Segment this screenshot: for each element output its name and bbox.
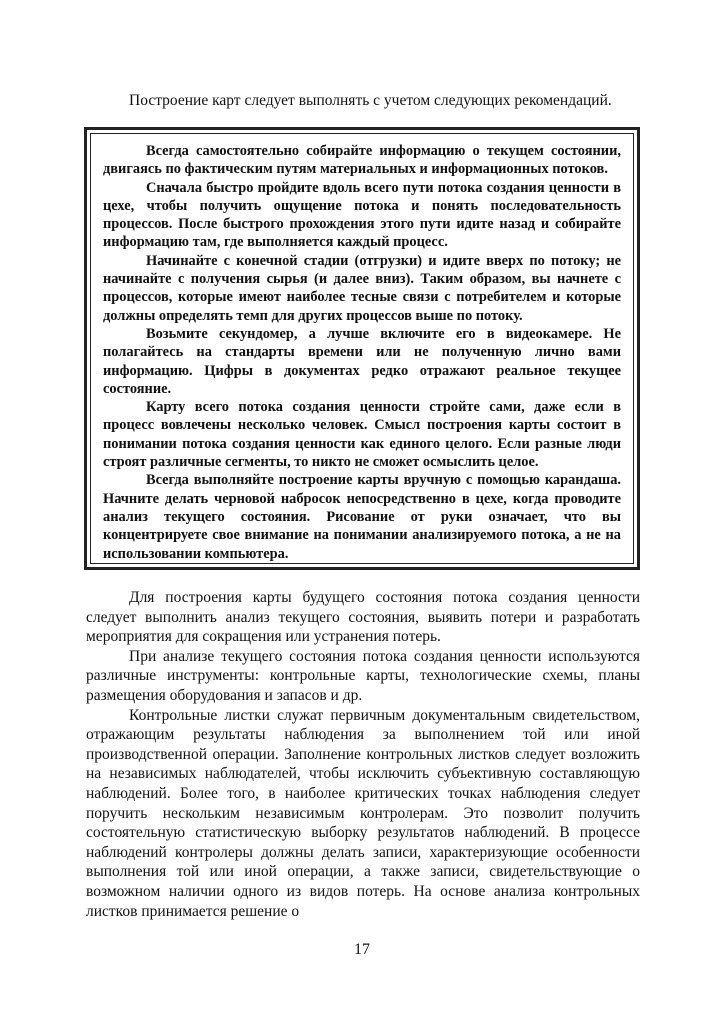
body-paragraph: Для построения карты будущего состояния потока создания ценности следует выполнить анализ текущего состояния, выявить потери и разработать мероприятия для сокращения или устранения потерь. <box>86 589 640 646</box>
recommendation-paragraph: Карту всего потока создания ценности стройте сами, даже если в процесс вовлечены несколько человек. Смысл построения карты состоит в понимании потока создания ценности как единого целого. Если разные люди строят различные сегменты, то никто не сможет осмыслить целое. <box>103 399 621 471</box>
recommendations-box <box>84 127 640 570</box>
recommendation-paragraph: Всегда самостоятельно собирайте информацию о текущем состоянии, двигаясь по фактическим путям материальных и информационных потоков. <box>103 143 621 178</box>
intro-paragraph: Построение карт следует выполнять с учетом следующих рекомендаций. <box>129 92 612 109</box>
recommendations-box-inner <box>90 133 634 564</box>
recommendation-paragraph: Начинайте с конечной стадии (отгрузки) и идите вверх по потоку; не начинайте с получения сырья (и далее вниз). Таким образом, вы начнете с процессов, которые имеют наиболее тесные связи с потребителем и которые должны определять темп для других процессов выше по потоку. <box>103 252 621 324</box>
body-text <box>86 588 640 921</box>
recommendation-paragraph: Всегда выполняйте построение карты вручную с помощью карандаша. Начните делать черновой набросок непосредственно в цехе, когда проводите анализ текущего состояния. Рисование от руки означает, что вы концентрируете свое внимание на понимании анализируемого потока, а не на использовании компьютера. <box>103 472 621 562</box>
recommendation-paragraph: Возьмите секундомер, а лучше включите его в видеокамере. Не полагайтесь на стандарты времени или не полученную лично вами информацию. Цифры в документах редко отражают реальное текущее состояние. <box>103 325 621 397</box>
body-paragraph: Контрольные листки служат первичным документальным свидетельством, отражающим результаты наблюдения за выполнением той или иной производственной операции. Заполнение контрольных листков следует возложить на независимых наблюдателей, чтобы исключить субъективную составляющую наблюдений. Более того, в наиболее критических точках наблюдения следует поручить нескольким независимым контролерам. Это позволит получить состоятельную статистическую выборку результатов наблюдений. В процессе наблюдений контролеры должны делать записи, характеризующие особенности выполнения той или иной операции, а также записи, свидетельствующие о возможном наличии одного из видов потерь. На основе анализа контрольных листков принимается решение о <box>86 706 640 920</box>
body-paragraph: При анализе текущего состояния потока создания ценности используются различные инструменты: контрольные карты, технологические схемы, планы размещения оборудования и запасов и др. <box>86 647 640 704</box>
recommendation-paragraph: Сначала быстро пройдите вдоль всего пути потока создания ценности в цехе, чтобы получить ощущение потока и понять последовательность процессов. После быстрого прохождения этого пути идите назад и собирайте информацию там, где выполняется каждый процесс. <box>103 179 621 251</box>
page-number: 17 <box>354 941 370 958</box>
